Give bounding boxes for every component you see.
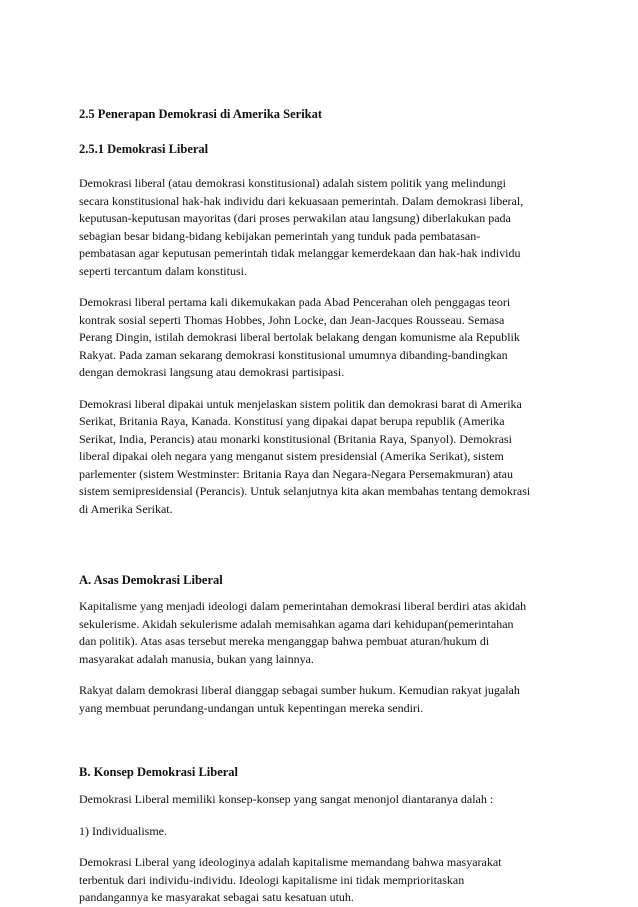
text-line: sekulerisme. Akidah sekulerisme adalah memisahkan agama dari kehidupan(pemerintahan xyxy=(79,616,514,631)
text-line: Serikat, India, Perancis) atau monarki konstitusional (Britania Raya, Spanyol). Demokrasi xyxy=(79,431,512,446)
section-b-heading: B. Konsep Demokrasi Liberal xyxy=(79,765,239,779)
section-b-list-item-1 xyxy=(79,823,561,841)
text-line: Demokrasi liberal (atau demokrasi konstitusional) adalah sistem politik yang melindungi xyxy=(79,176,506,190)
text-line: pembatasan agar keputusan pemerintah tidak melanggar kemerdekaan dan hak-hak individu xyxy=(79,246,521,260)
section-b-paragraph-1 xyxy=(79,791,561,809)
section-a-paragraph-1 xyxy=(79,598,561,668)
text-line: Rakyat dalam demokrasi liberal dianggap sebagai sumber hukum. Kemudian rakyat jugalah xyxy=(79,683,520,697)
document-page xyxy=(79,96,561,907)
text-line: seperti tercantum dalam konstitusi. xyxy=(79,263,247,278)
text-line: kontrak sosial seperti Thomas Hobbes, John Locke, dan Jean-Jacques Rousseau. Semasa xyxy=(79,312,505,327)
section-heading: 2.5 Penerapan Demokrasi di Amerika Serikat xyxy=(79,107,323,121)
text-line: Demokrasi Liberal memiliki konsep-konsep yang sangat menonjol diantaranya dalah : xyxy=(79,792,494,806)
section-a-heading: A. Asas Demokrasi Liberal xyxy=(79,573,223,587)
text-line: Rakyat. Pada zaman sekarang demokrasi konstitusional umumnya dibanding-bandingkan xyxy=(79,347,508,362)
text-line: Demokrasi liberal dipakai untuk menjelaskan sistem politik dan demokrasi barat di Amerika xyxy=(79,396,522,411)
section-b-paragraph-2 xyxy=(79,854,561,907)
section-a-paragraph-2 xyxy=(79,682,561,717)
intro-paragraph-3 xyxy=(79,396,561,519)
text-line: Demokrasi Liberal yang ideologinya adalah kapitalisme memandang bahwa masyarakat xyxy=(79,855,502,869)
text-line: yang membuat perundang-undangan untuk kepentingan mereka sendiri. xyxy=(79,700,424,715)
text-line: parlementer (sistem Westminster: Britania Raya dan Negara-Negara Persemakmuran) atau xyxy=(79,466,513,481)
intro-paragraph-1 xyxy=(79,175,561,280)
subsection-heading: 2.5.1 Demokrasi Liberal xyxy=(79,142,209,156)
text-line: Serikat, Britania Raya, Kanada. Konstitusi yang dipakai dapat berupa republik (Amerika xyxy=(79,414,505,428)
text-line: sebagian besar bidang-bidang kebijakan pemerintah yang tunduk pada pembatasan- xyxy=(79,228,481,243)
text-line: keputusan-keputusan mayoritas (dari proses perwakilan atau langsung) diberlakukan pada xyxy=(79,211,511,225)
text-line: terbentuk dari individu-individu. Ideologi kapitalisme ini tidak memprioritaskan xyxy=(79,872,465,887)
text-line: masyarakat adalah manusia, bukan yang lainnya. xyxy=(79,651,314,666)
text-line: secara konstitusional hak-hak individu dari kekuasaan pemerintah. Dalam demokrasi liberal, xyxy=(79,193,524,208)
text-line: dan politik). Atas asas tersebut mereka menganggap bahwa pembuat aturan/hukum di xyxy=(79,634,490,648)
text-line: sistem semipresidensial (Perancis). Untuk selanjutnya kita akan membahas tentang demokrasi xyxy=(79,484,531,498)
text-line: Kapitalisme yang menjadi ideologi dalam pemerintahan demokrasi liberal berdiri atas akidah xyxy=(79,599,527,613)
text-line: pandangannya ke masyarakat sebagai satu kesatuan utuh. xyxy=(79,890,354,904)
text-line: 1) Individualisme. xyxy=(79,823,167,838)
text-line: Perang Dingin, istilah demokrasi liberal bertolak belakang dengan komunisme ala Republik xyxy=(79,330,520,344)
text-line: Demokrasi liberal pertama kali dikemukakan pada Abad Pencerahan oleh penggagas teori xyxy=(79,295,511,309)
text-line: liberal dipakai oleh negara yang menganut sistem presidensial (Amerika Serikat), sistem xyxy=(79,449,504,463)
text-line: di Amerika Serikat. xyxy=(79,501,173,516)
intro-paragraph-2 xyxy=(79,294,561,382)
text-line: dengan demokrasi langsung atau demokrasi partisipasi. xyxy=(79,365,345,379)
